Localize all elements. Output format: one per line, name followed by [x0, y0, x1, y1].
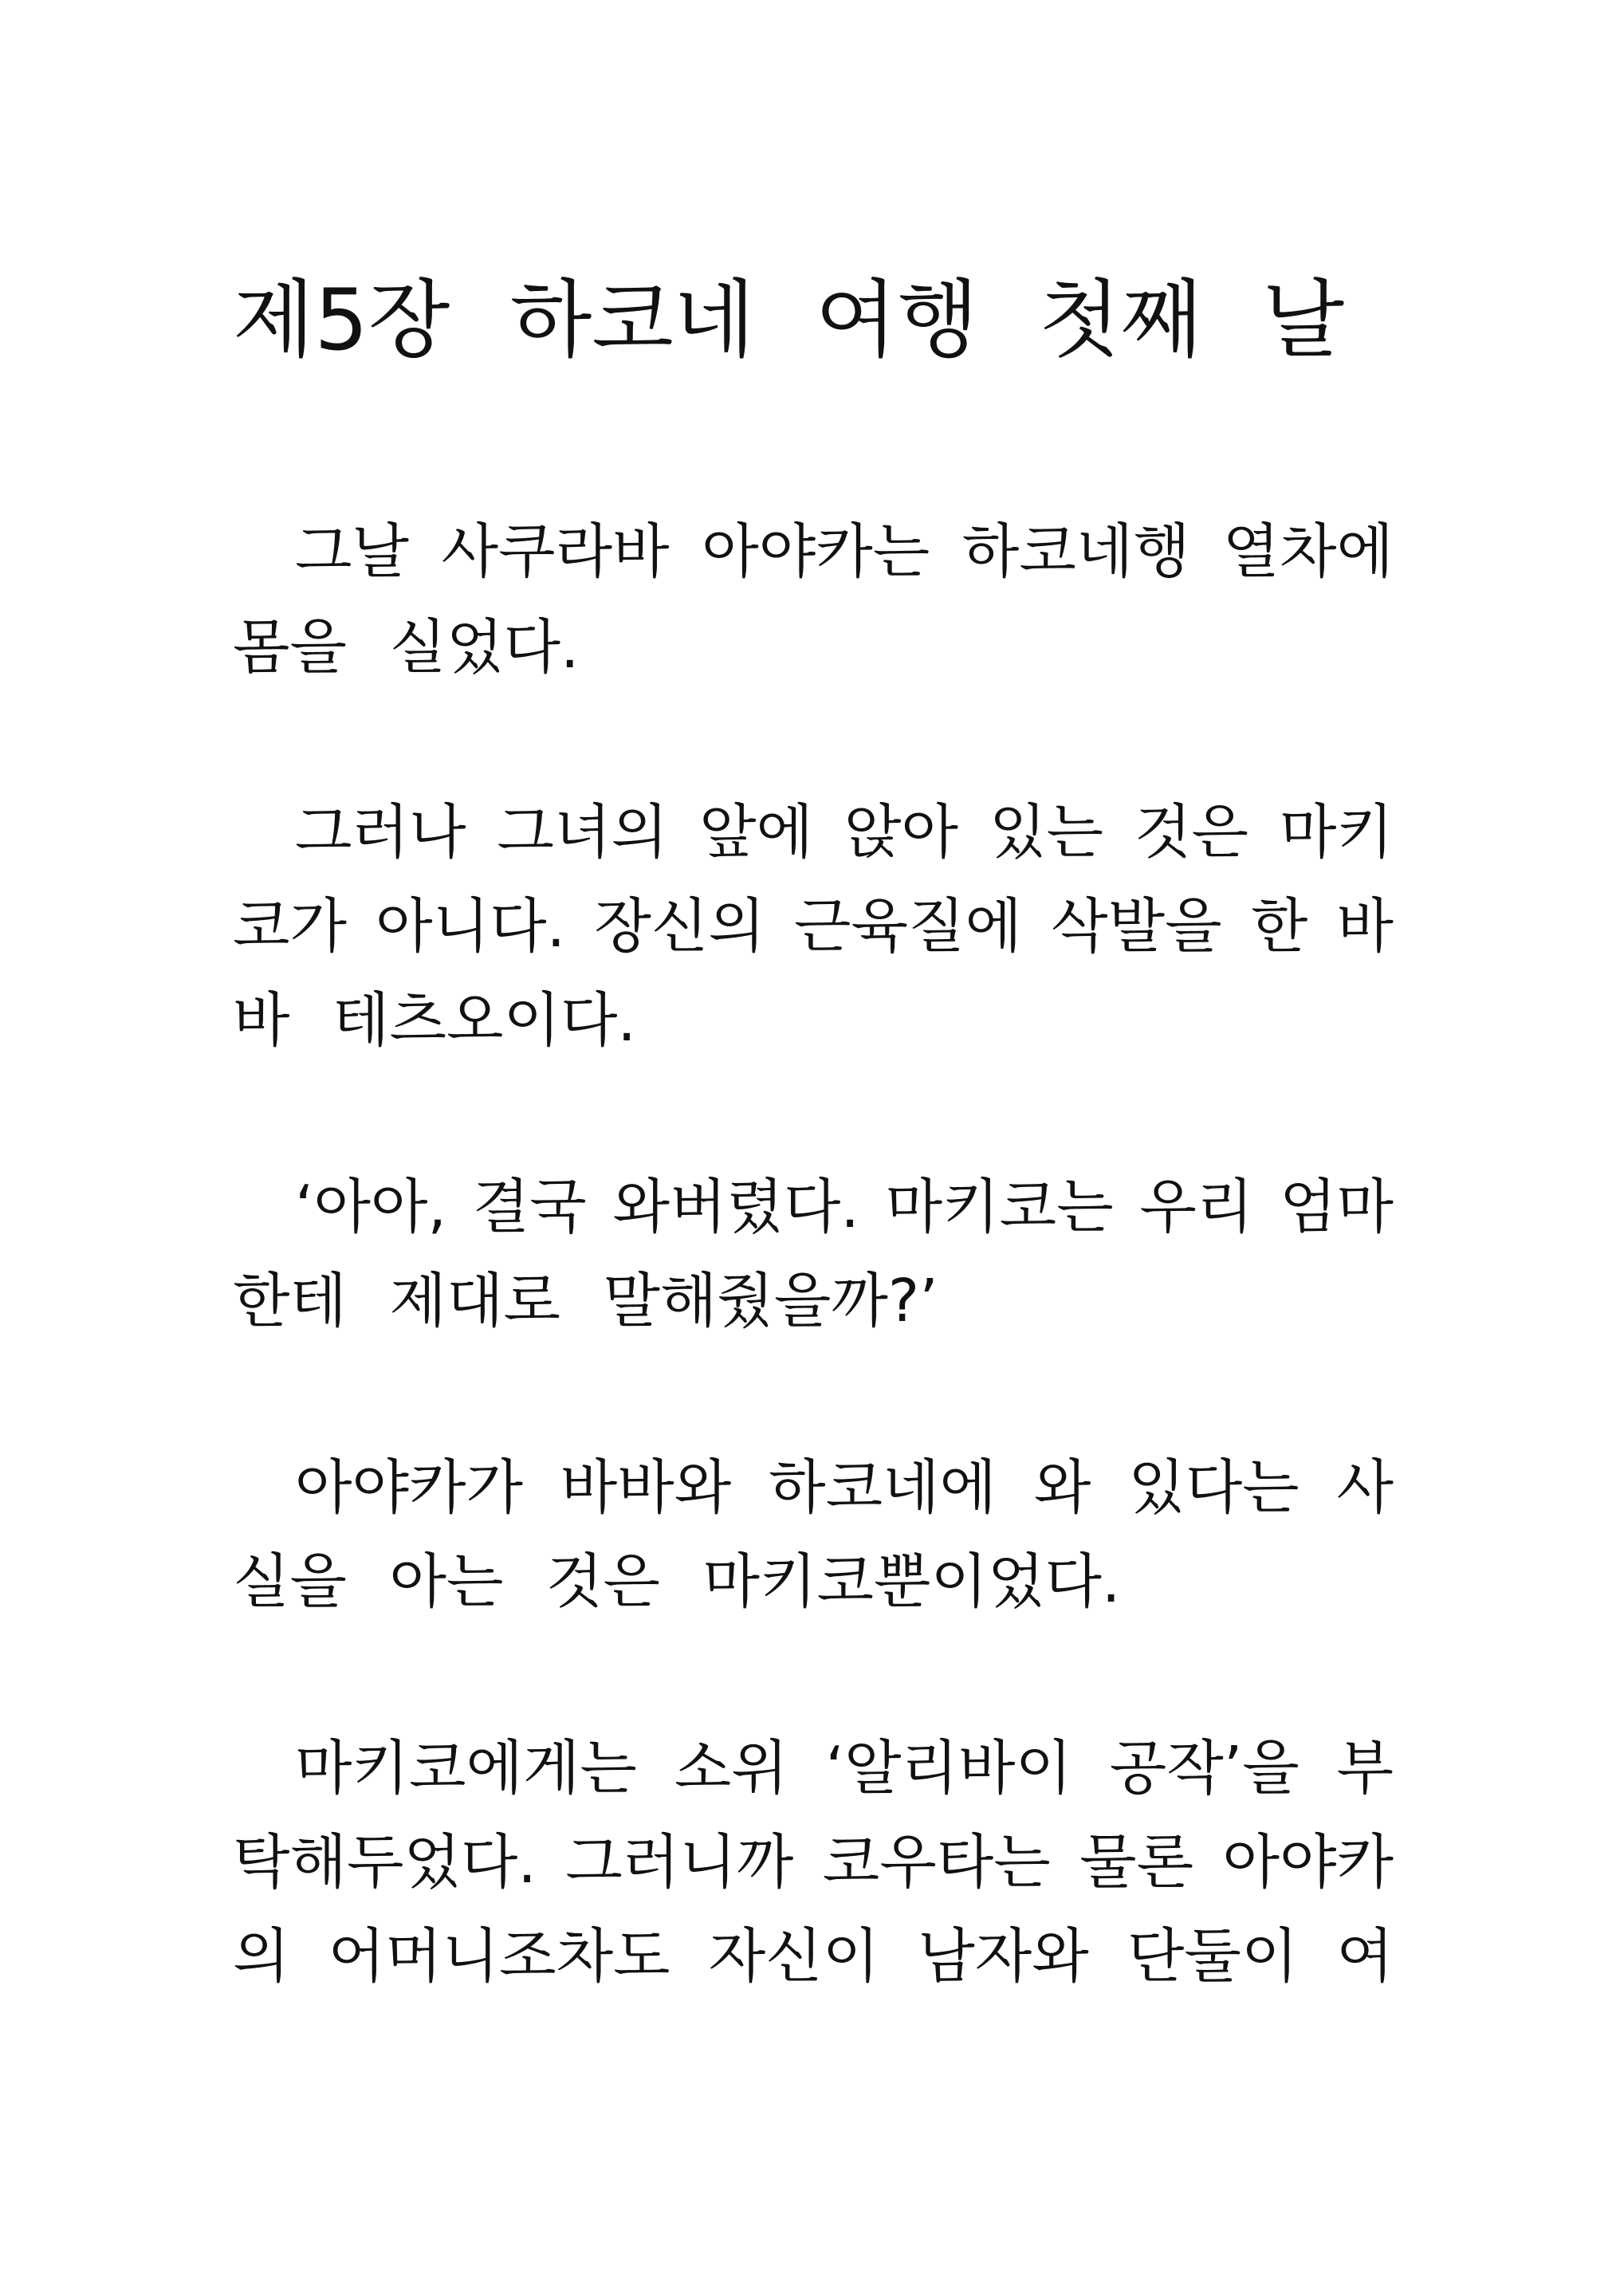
paragraph-4-line-2: 실을 아는 것은 마키코뿐이었다.	[233, 1547, 1121, 1616]
paragraph-1-line-1: 그날 사쿠라바 아야카는 하코네행 열차에	[295, 517, 1394, 586]
chapter-title: 제5장 하코네 여행 첫째 날	[233, 271, 1345, 369]
paragraph-2-line-2: 코가 아니다. 장신의 근육질에 삭발을 한 바	[233, 892, 1394, 961]
paragraph-5-line-2: 탁해두었다. 그러니까 코우타는 물론 아야카	[233, 1828, 1394, 1897]
paragraph-3-line-2: 한테 제대로 말해줬을까?’	[233, 1267, 938, 1335]
paragraph-4-line-1: 아야카가 바바와 하코네에 와 있다는 사	[295, 1453, 1394, 1522]
paragraph-5-line-3: 의 어머니조차도 자신이 남자와 단둘이 여	[233, 1922, 1394, 1991]
paragraph-2-line-1: 그러나 그녀의 앞에 앉아 있는 것은 마키	[295, 798, 1394, 867]
paragraph-5-line-1: 마키코에게는 소위 ‘알리바이 공작’을 부	[295, 1734, 1394, 1803]
paragraph-1-line-2: 몸을 실었다.	[233, 613, 580, 682]
paragraph-3-line-1: ‘아아, 결국 와버렸다. 마키코는 우리 엄마	[295, 1173, 1394, 1241]
paragraph-2-line-3: 바 테츠오이다.	[233, 986, 636, 1055]
